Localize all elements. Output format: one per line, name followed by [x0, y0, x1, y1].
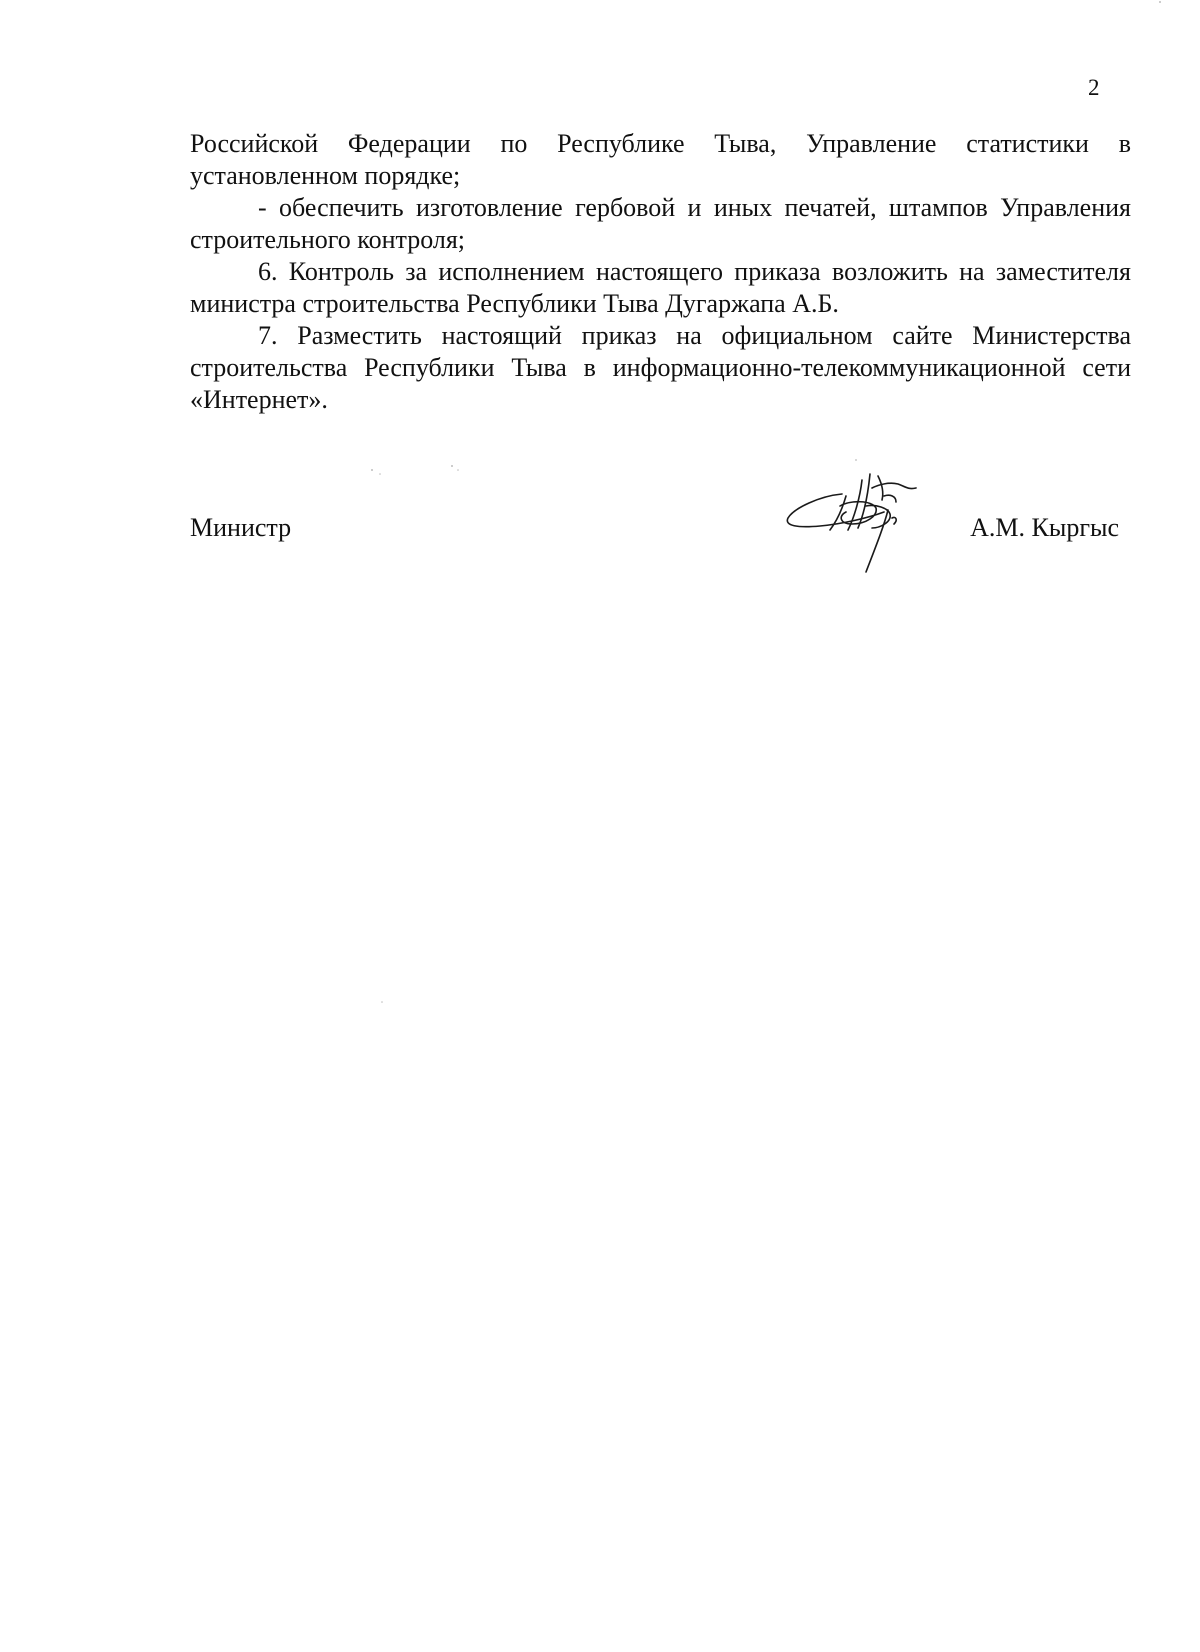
page-number: 2 — [1088, 75, 1100, 100]
document-body — [190, 128, 1131, 416]
paragraph-control: 6. Контроль за исполнением настоящего приказа возложить на заместителя министра строительства Республики Тыва Дугаржапа А.Б. — [190, 257, 1131, 318]
paragraph-continuation: Российской Федерации по Республике Тыва, Управление статистики в установленном порядке; — [190, 129, 1131, 190]
handwritten-signature-icon — [780, 466, 940, 586]
paragraph-publication: 7. Разместить настоящий приказ на официальном сайте Министерства строительства Республики Тыва в информационно-телекоммуникационной сети «Интернет». — [190, 321, 1131, 414]
signatory-name: А.М. Кыргыс — [970, 513, 1119, 542]
signatory-position: Министр — [190, 513, 292, 542]
paragraph-stamps: - обеспечить изготовление гербовой и иных печатей, штампов Управления строительного контроля; — [190, 193, 1131, 254]
signature-block — [190, 512, 1131, 552]
